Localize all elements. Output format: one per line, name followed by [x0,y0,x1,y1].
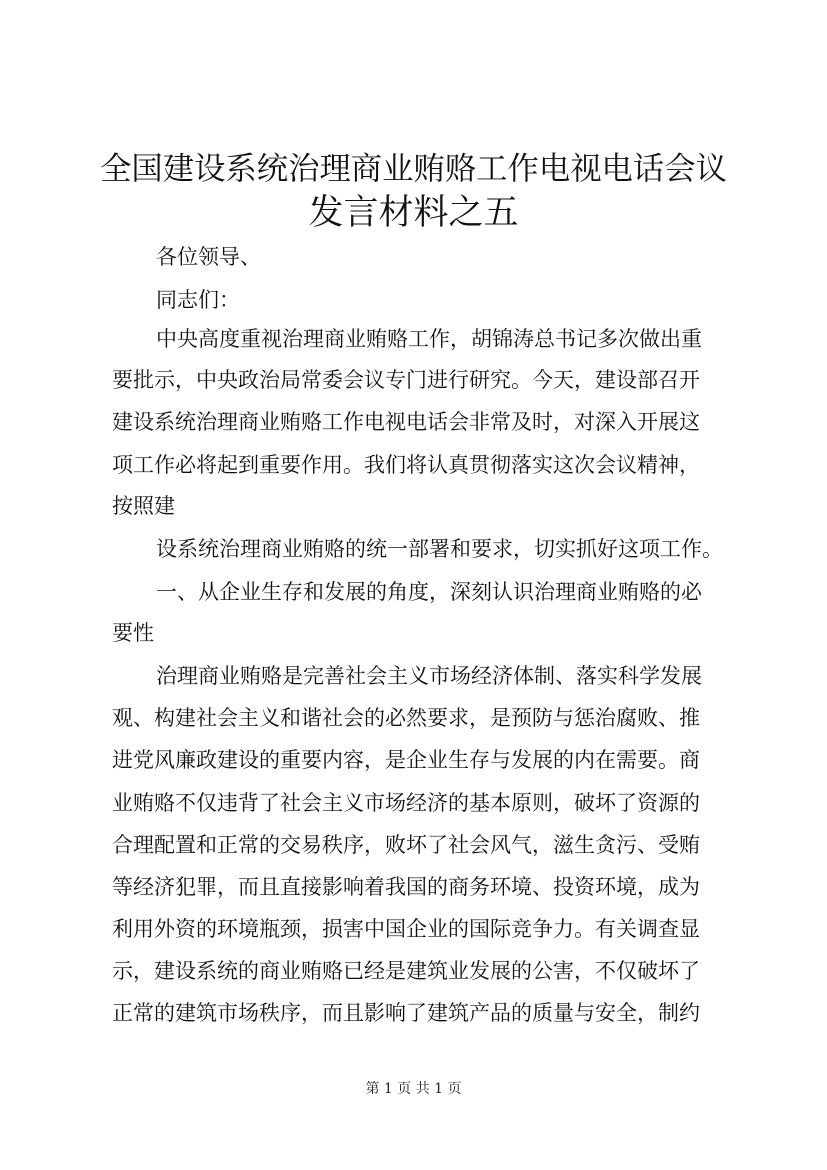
paragraph-3-line: 观、构建社会主义和谐社会的必然要求，是预防与惩治腐败、推 [112,706,700,730]
paragraph-1-line: 建设系统治理商业贿赂工作电视电话会非常及时，对深入开展这 [112,410,700,434]
paragraph-1-line: 要批示，中央政治局常委会议专门进行研究。今天，建设部召开 [112,368,700,392]
document-title-line-2: 发言材料之五 [308,193,519,233]
paragraph-3-line: 治理商业贿赂是完善社会主义市场经济体制、落实科学发展 [156,664,702,688]
salutation-comrades: 同志们： [156,288,240,312]
paragraph-1-line: 按照建 [112,494,175,518]
document-title-line-1: 全国建设系统治理商业贿赂工作电视电话会议 [100,151,727,187]
paragraph-3-line: 正常的建筑市场秩序，而且影响了建筑产品的质量与安全，制约 [112,1001,700,1025]
paragraph-3-line: 业贿赂不仅违背了社会主义市场经济的基本原则，破坏了资源的 [112,791,700,815]
paragraph-1-line: 项工作必将起到重要作用。我们将认真贯彻落实这次会议精神， [112,453,700,477]
page-footer-page-number: 第 1 页 共 1 页 [365,1081,462,1097]
paragraph-3-line: 示，建设系统的商业贿赂已经是建筑业发展的公害，不仅破坏了 [112,959,700,983]
paragraph-1-line: 中央高度重视治理商业贿赂工作，胡锦涛总书记多次做出重 [156,327,702,351]
paragraph-3-line: 合理配置和正常的交易秩序，败坏了社会风气，滋生贪污、受贿 [112,833,700,857]
paragraph-3-line: 等经济犯罪，而且直接影响着我国的商务环境、投资环境，成为 [112,875,700,899]
salutation-leaders: 各位领导、 [156,245,261,269]
paragraph-3-line: 进党风廉政建设的重要内容，是企业生存与发展的内在需要。商 [112,748,700,772]
section-heading-line: 要性 [112,621,154,645]
paragraph-2-line: 设系统治理商业贿赂的统一部署和要求，切实抓好这项工作。 [156,537,723,561]
paragraph-3-line: 利用外资的环境瓶颈，损害中国企业的国际竞争力。有关调查显 [112,917,700,941]
section-heading-line: 一、从企业生存和发展的角度，深刻认识治理商业贿赂的必 [156,580,702,604]
